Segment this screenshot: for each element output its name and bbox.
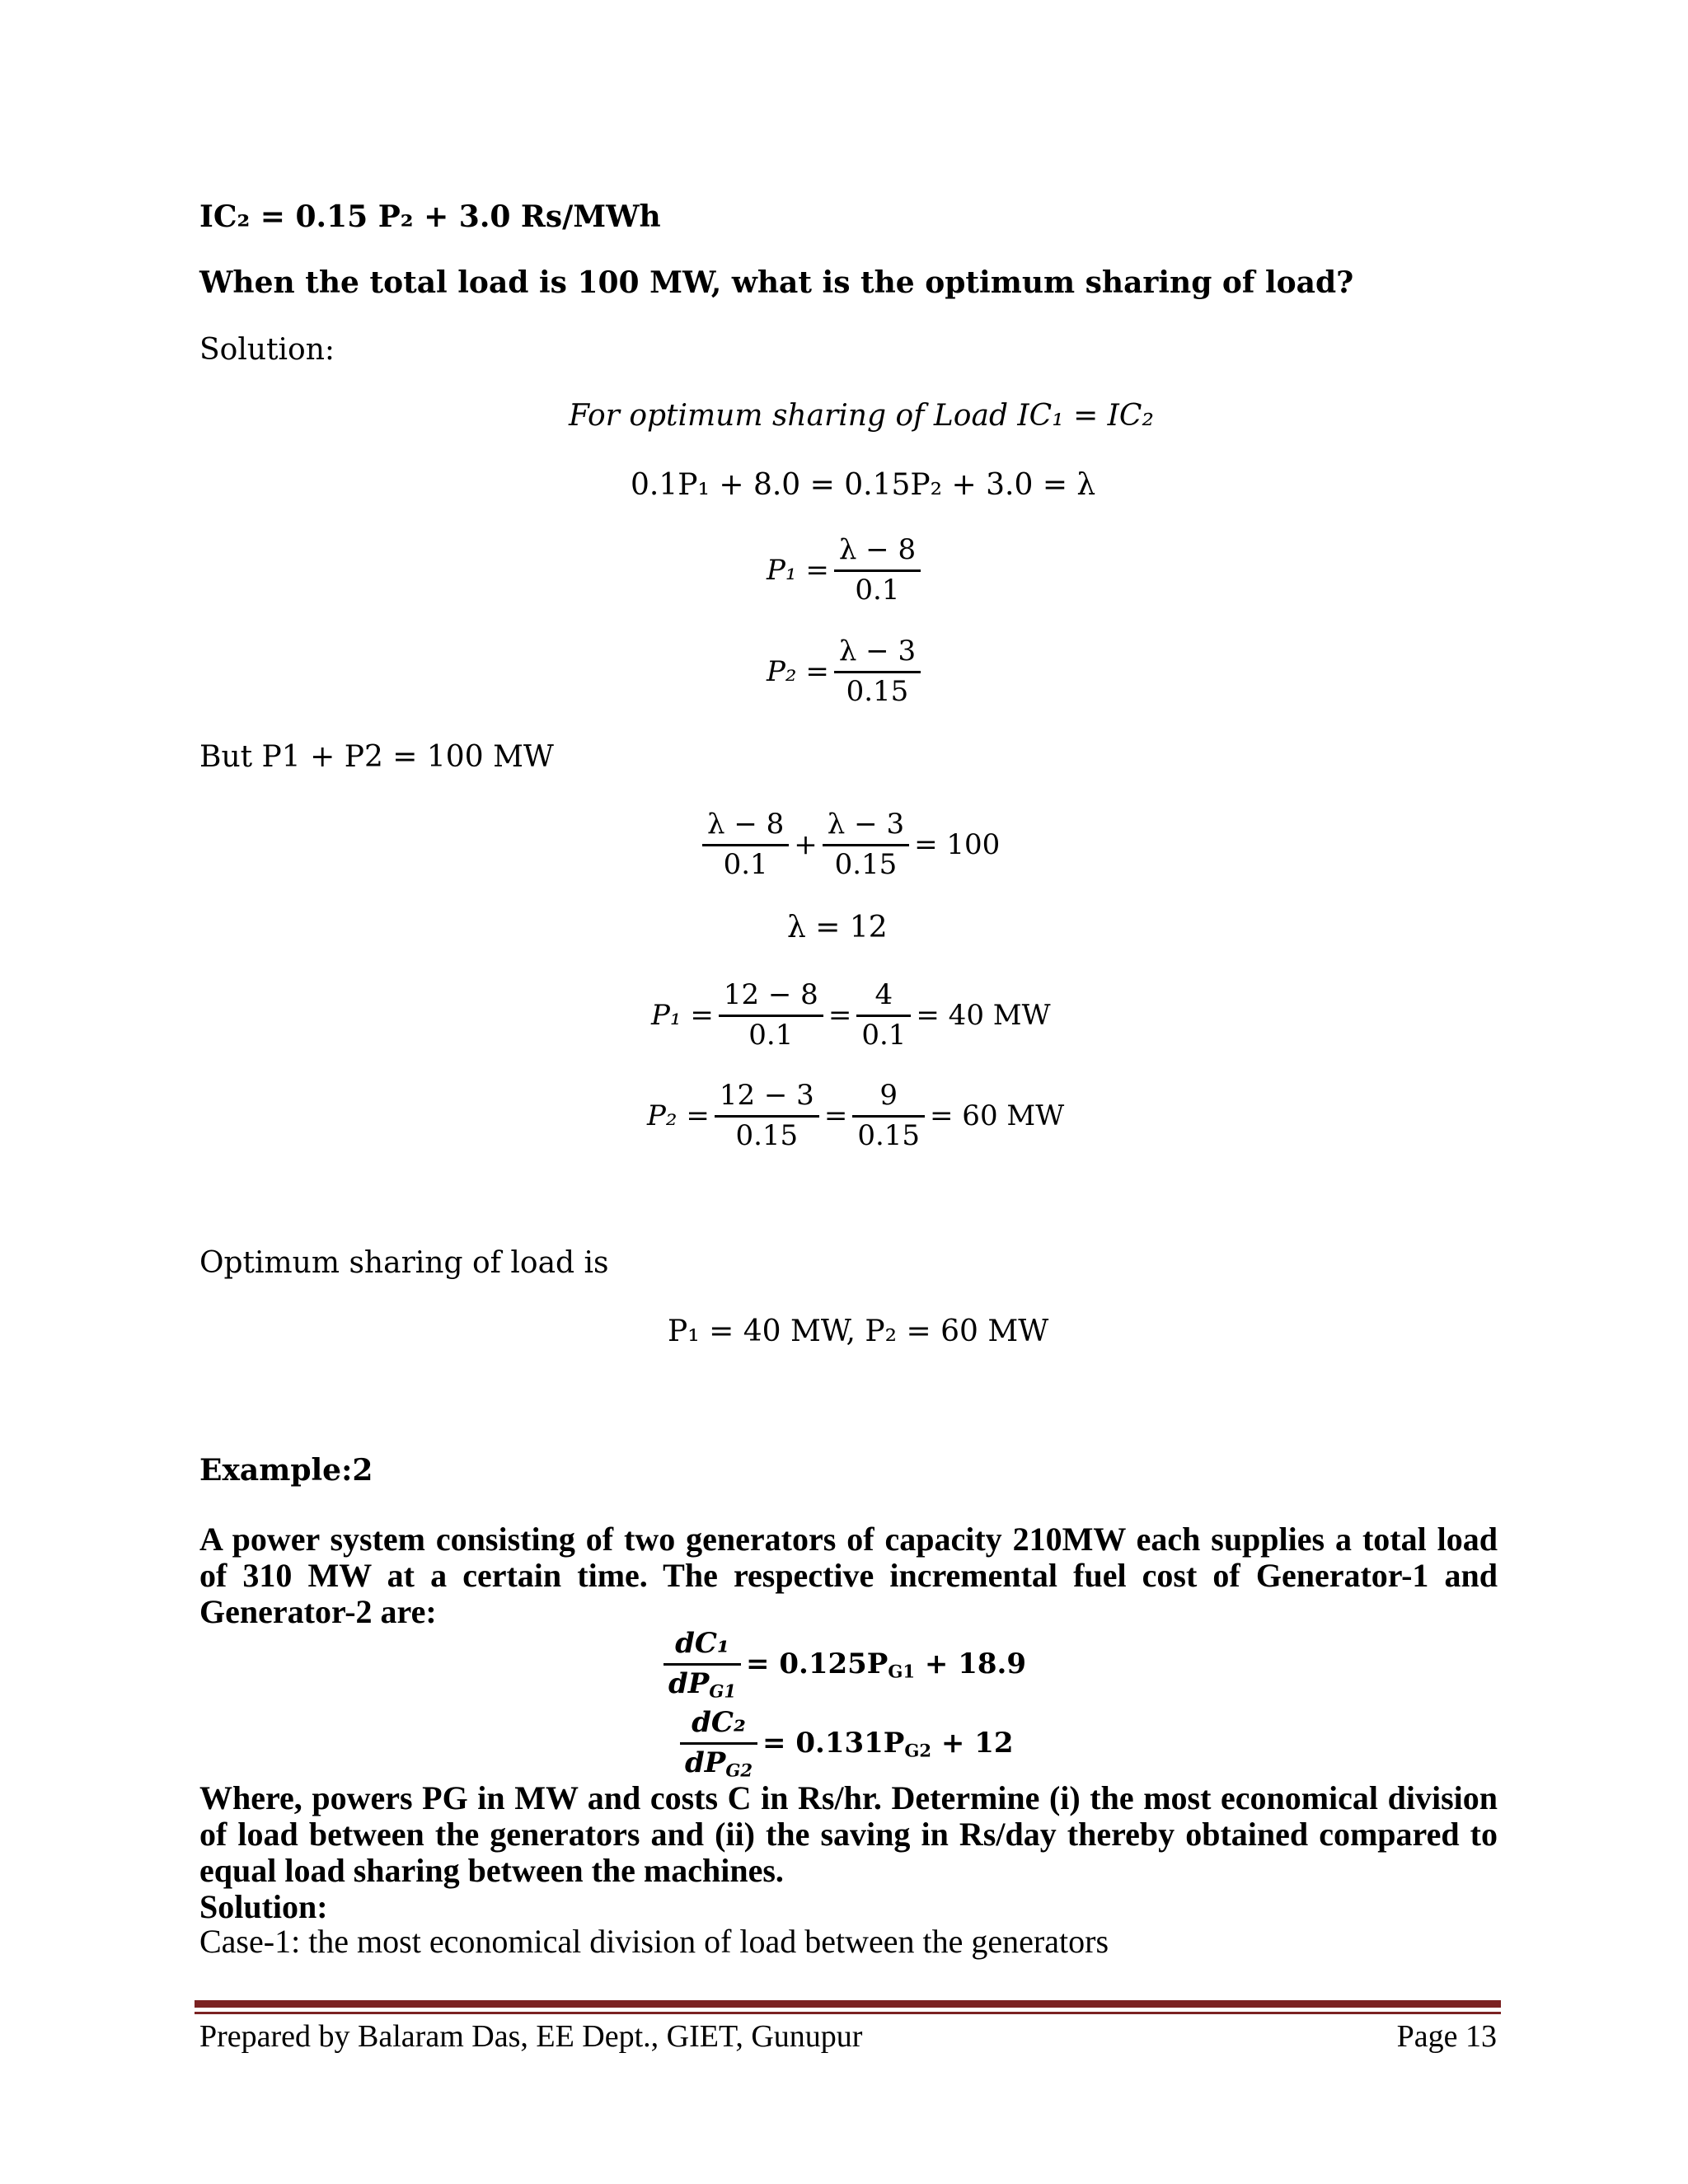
lambda-equation: 0.1P₁ + 8.0 = 0.15P₂ + 3.0 = λ [631, 468, 1096, 502]
p2-expression [767, 633, 926, 711]
dc2-rhs: = $0.131P_{G2} + 12$ [762, 1727, 1014, 1761]
p2-calc-den1: 0.15 [735, 1118, 799, 1152]
sum-num1: λ − 8 [702, 806, 789, 846]
ic2-equation: IC₂ = 0.15 P₂ + 3.0 Rs/MWh [199, 199, 661, 234]
p2-calc-den2: 0.15 [857, 1118, 921, 1152]
sum-rhs: = 100 [914, 828, 1001, 862]
lambda-value: λ = 12 [787, 911, 888, 944]
example-text: A power system consisting of two generators of capacity 210MW each supplies a total load of 310 MW at a certain time. The respective incremental fuel cost of Generator-1 and Generator-2 are: [199, 1521, 1498, 1630]
dc1-equation [663, 1625, 1026, 1704]
sum-plus: + [794, 828, 818, 862]
dc2-denominator: $dP_{G2}$ [685, 1746, 753, 1781]
p1-calc-lhs: P₁ = [651, 999, 714, 1033]
solution-label: Solution: [199, 333, 335, 367]
p1-calc-den1: 0.1 [748, 1018, 794, 1052]
p1-calc-eq: = [828, 999, 852, 1033]
dc2-equation [680, 1704, 1014, 1783]
p2-lhs: P₂ = [767, 655, 829, 689]
p2-calc-num1: 12 − 3 [715, 1077, 819, 1118]
p1-calc-num1: 12 − 8 [719, 977, 823, 1017]
p2-calc-num2: 9 [852, 1077, 925, 1118]
p2-calc-rhs: = 60 MW [930, 1099, 1065, 1133]
dc2-numerator: dC₂ [680, 1704, 757, 1745]
optimum-condition: For optimum sharing of Load IC₁ = IC₂ [569, 399, 1154, 433]
optimum-label: Optimum sharing of load is [199, 1246, 609, 1280]
solution2-label: Solution: [199, 1888, 328, 1925]
p1-calc-rhs: = 40 MW [916, 999, 1051, 1033]
footer-page-number: Page 13 [1396, 2019, 1497, 2054]
dc1-numerator: dC₁ [663, 1625, 741, 1666]
sum-equation [702, 806, 1000, 884]
where-text: Where, powers PG in MW and costs C in Rs/hr. Determine (i) the most economical division of load between the generators and (ii) the saving in Rs/day thereby obtained compared to equal load sharing between the machines. [199, 1779, 1498, 1889]
p1-lhs: P₁ = [767, 554, 829, 588]
p2-numerator: λ − 3 [834, 633, 921, 673]
p1-calc-num2: 4 [856, 977, 911, 1017]
p1-calc-den2: 0.1 [861, 1018, 907, 1052]
p1-expression [767, 532, 926, 610]
p1-calculation [651, 977, 1051, 1055]
question-text: When the total load is 100 MW, what is the optimum sharing of load? [199, 265, 1354, 300]
case1-text: Case-1: the most economical division of load between the generators [199, 1923, 1109, 1960]
example-heading: Example:2 [199, 1453, 373, 1488]
sum-den1: 0.1 [723, 847, 768, 881]
footer-left: Prepared by Balaram Das, EE Dept., GIET, Gunupur [199, 2019, 863, 2054]
p1-numerator: λ − 8 [834, 532, 921, 572]
p2-calc-eq: = [823, 1099, 848, 1133]
optimum-result: P₁ = 40 MW, P₂ = 60 MW [668, 1315, 1049, 1348]
p1-denominator: 0.1 [855, 573, 900, 607]
dc1-rhs: = $0.125P_{G1} + 18.9$ [746, 1647, 1027, 1682]
p2-denominator: 0.15 [846, 674, 909, 708]
sum-den2: 0.15 [834, 847, 898, 881]
dc1-denominator: $dP_{G1}$ [668, 1666, 737, 1702]
p2-calculation [647, 1077, 1064, 1155]
sum-num2: λ − 3 [823, 806, 909, 846]
p2-calc-lhs: P₂ = [647, 1099, 710, 1133]
but-line: But P1 + P2 = 100 MW [199, 740, 554, 774]
